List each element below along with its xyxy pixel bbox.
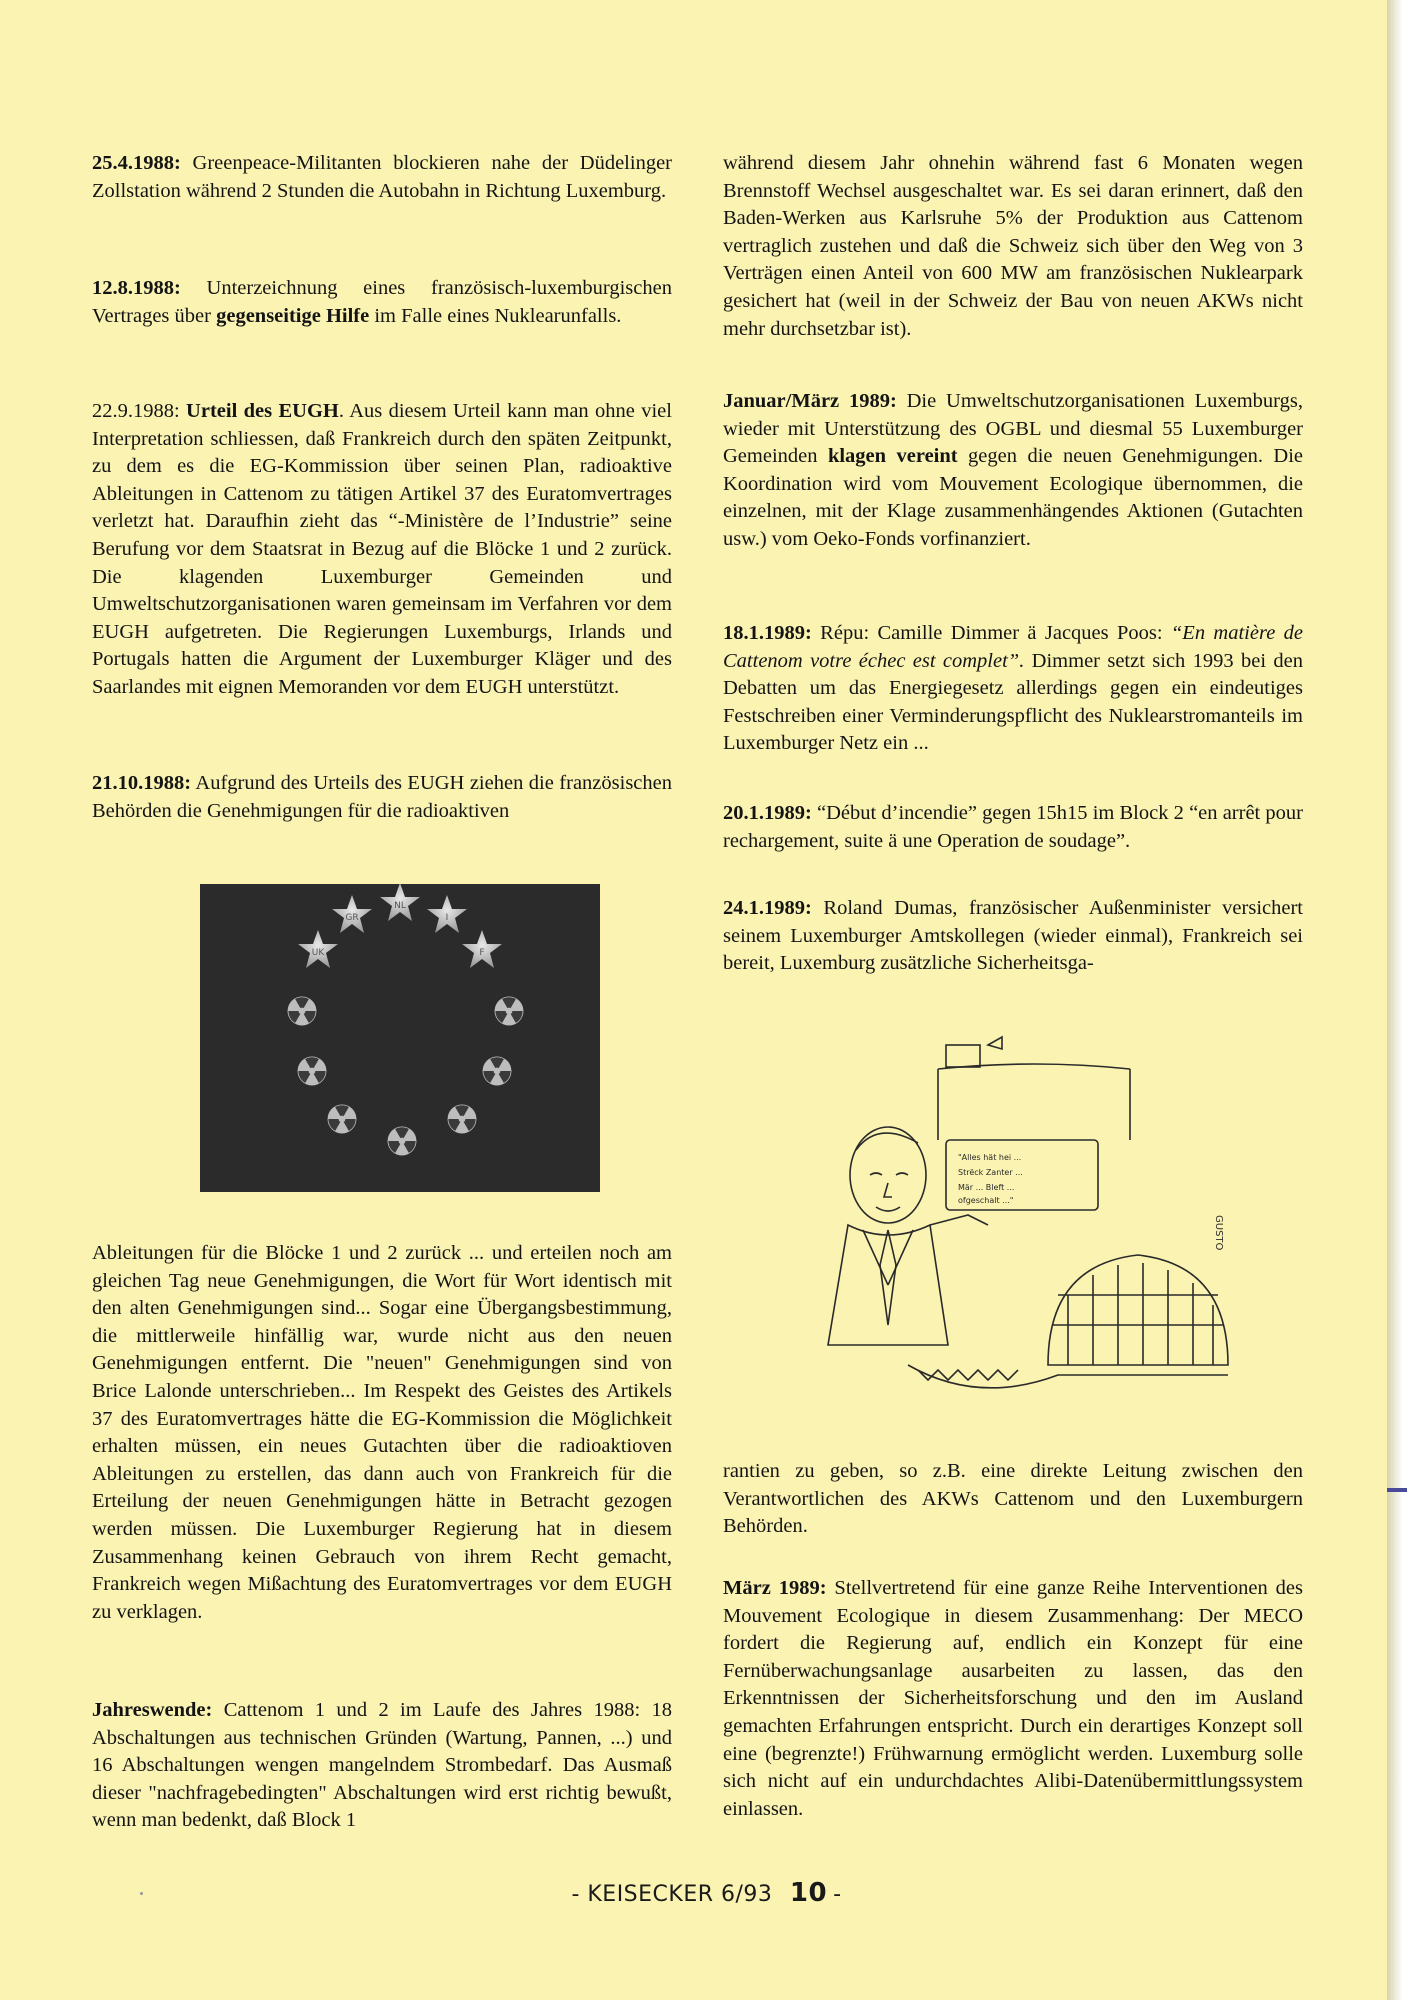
radiation-icon — [483, 1057, 512, 1086]
left-column-entry-6 — [92, 1697, 672, 1835]
chronology-entry-continued-right: während diesem Jahr ohnehin während fast 6 Monaten wegen Brennstoff Wechsel ausgeschaltet war. Es sei daran erinnert, daß den Baden-Werken aus Karlsruhe 5% der Produktion aus Cattenom vertraglich zustehen und daß die Schweiz sich über den Weg von 3 Verträgen einen Anteil von 600 MW am französischen Nuklearpark gesichert hat (weil in der Schweiz der Bau von neuen AKWs nicht mehr durchsetzbar ist). — [723, 152, 1303, 340]
chronology-entry-continued: Ableitungen für die Blöcke 1 und 2 zurück ... und erteilen noch am gleichen Tag neue Genehmigungen, die Wort für Wort identisch mit den alten Genehmigungen sind... Sogar eine Übergangsbestimmung, die mittlerweile hinfällig war, wurde nicht aus den neuen Genehmigungen entfernt. Die "neuen" Genehmigungen sind von Brice Lalonde unterschrieben... Im Respekt des Geistes des Artikels 37 des Euratomvertrages hätte die EG-Kommission die Möglichkeit erhalten müssen, ein neues Gutachten über die radioaktioven Ableitungen zu erstellen, das dann auch von Frankreich für die Erteilung der neuen Genehmigungen hätte in Betracht gezogen werden müssen. Die Luxemburger Regierung hat in diesem Zusammenhang keinen Gebrauch von ihrem Recht gemacht, Frankreich wegen Mißachtung des Euratomvertrages vor dem EUGH zu verklagen. — [92, 1242, 672, 1623]
chronology-entry-1989-03: März 1989: Stellvertretend für eine ganze Reihe Interventionen des Mouvement Ecologique in diesem Zusammenhang: Der MECO fordert die Regierung auf, endlich ein Konzept für eine Fernüberwachungsanlage ausarbeiten zu lassen, das den Erkenntnissen der Sicherheitsforschung und den im Ausland gemachten Erfahrungen entspricht. Durch ein derartiges Konzept soll eine (begrenzte!) Frühwarnung ermöglicht werden. Luxemburg solle sich nicht auf ein undurchdachtes Alibi-Datenübermittlungssystem einlassen. — [723, 1577, 1304, 1820]
chronology-entry-1988-08-12: 12.8.1988: Unterzeichnung eines französisch-luxemburgischen Vertrages über gegenseitige Hilfe im Falle eines Nuklearunfalls. — [92, 277, 672, 327]
right-column-entry-3 — [723, 620, 1303, 758]
tie — [880, 1230, 896, 1325]
radiation-icon — [388, 1127, 417, 1156]
right-column-entry-6 — [723, 1458, 1303, 1541]
chronology-entry-1989-01-24-continued: rantien zu geben, so z.B. eine direkte Leitung zwischen den Verantwortlichen des AKWs Cattenom und den Luxemburgern Behörden. — [723, 1460, 1303, 1538]
cartoon-speech-line-1: "Alles hät hei ... — [958, 1153, 1022, 1162]
radiation-icon — [288, 997, 317, 1026]
chronology-entry-1988-04-25: 25.4.1988: Greenpeace-Militanten blockieren nahe der Düdelinger Zollstation während 2 Stunden die Autobahn in Richtung Luxemburg. — [92, 152, 672, 202]
right-column-entry-2 — [723, 388, 1303, 554]
radiation-icon — [328, 1105, 357, 1134]
right-column-entry-7 — [723, 1575, 1303, 1823]
page-footer — [0, 1878, 1413, 1908]
cartoon-speech-line-3: Mär ... Bleft ... — [958, 1183, 1015, 1192]
page-number: 10 — [789, 1878, 828, 1908]
cartoon-drawing — [818, 1025, 1238, 1415]
chronology-entry-1988-10-21: 21.10.1988: Aufgrund des Urteils des EUGH ziehen die französischen Behörden die Genehmigungen für die radioaktiven — [92, 772, 672, 822]
cartoonist-signature: GUSTO — [1213, 1215, 1224, 1251]
page-edge-shadow — [1387, 0, 1413, 2000]
left-column-entry-3 — [92, 398, 672, 702]
cartoon-speech-line-2: Strëck Zanter ... — [958, 1168, 1023, 1177]
left-column-top — [92, 150, 672, 205]
footer-dash: - — [833, 1882, 842, 1907]
right-column-entry-4 — [723, 800, 1303, 855]
star-letter-3: I — [445, 913, 449, 923]
left-column-entry-4 — [92, 770, 672, 825]
radiation-icon — [448, 1105, 477, 1134]
edge-mark — [1387, 1488, 1407, 1492]
star-letter-1: GR — [345, 913, 359, 923]
chronology-entry-1989-01-20: 20.1.1989: “Début d’incendie” gegen 15h15 im Block 2 “en arrêt pour rechargement, suite ä une Operation de soudage”. — [723, 802, 1303, 852]
cartoon-illustration — [818, 1025, 1238, 1415]
right-column-entry-1 — [723, 150, 1303, 343]
chronology-entry-1989-01-24: 24.1.1989: Roland Dumas, französischer Außenminister versichert seinem Luxemburger Amtskollegen (wieder einmal), Frankreich sei bereit, Luxemburg zusätzliche Sicherheitsga- — [723, 897, 1303, 975]
chronology-entry-1989-jan-mar: Januar/März 1989: Die Umweltschutzorganisationen Luxemburgs, wieder mit Unterstützung des OGBL und diesmal 55 Luxemburger Gemeinden klagen vereint gegen die neuen Genehmigungen. Die Koordination wird vom Mouvement Ecologique übernommen, die einzelnen, mit der Klage zusammenhängendes Aktionen (Gutachten usw.) vom Oeko-Fonds vorfinanziert. — [723, 390, 1304, 550]
euro-nuclear-flag-graphic — [200, 884, 600, 1192]
radiation-icon — [495, 997, 524, 1026]
euro-nuclear-flag-image — [200, 884, 600, 1192]
chronology-entry-jahreswende: Jahreswende: Cattenom 1 und 2 im Laufe des Jahres 1988: 18 Abschaltungen aus technischen Gründen (Wartung, Pannen, ...) und 16 Abschaltungen wengen mangelndem Strombedarf. Das Ausmaß dieser "nachfragebedingten" Abschaltungen wird erst richtig bewußt, wenn man bedenkt, daß Block 1 — [92, 1699, 672, 1832]
radiation-icon — [298, 1057, 327, 1086]
right-column-entry-5 — [723, 895, 1303, 978]
publication-name: - KEISECKER 6/93 — [571, 1882, 773, 1907]
left-column-entry-5 — [92, 1240, 672, 1626]
chronology-entry-1988-09-22: 22.9.1988: Urteil des EUGH. Aus diesem Urteil kann man ohne viel Interpretation schliessen, daß Frankreich durch den späten Zeitpunkt, zu dem es die EG-Kommission über seinen Plan, radioaktive Ableitungen in Cattenom zu tätigen Artikel 37 des Euratomvertrages verletzt hat. Daraufhin zieht das “-Ministère de l’Industrie” seine Berufung vor dem Staatsrat in Bezug auf die Blöcke 1 und 2 zurück. Die klagenden Luxemburger Gemeinden und Umweltschutzorganisationen waren gemeinsam im Verfahren vor dem EUGH aufgetreten. Die Regierungen Luxemburgs, Irlands und Portugals hatten die Argument der Luxemburger Kläger und des Saarlandes mit eignen Memoranden vor dem EUGH unterstützt. — [92, 400, 672, 698]
reactor-dome — [1048, 1255, 1228, 1365]
left-column-entry-2 — [92, 275, 672, 330]
star-letter-5: UK — [311, 948, 325, 958]
chronology-entry-1989-01-18: 18.1.1989: Répu: Camille Dimmer ä Jacques Poos: “En matière de Cattenom votre échec est complet”. Dimmer setzt sich 1993 bei den Debatten um das Energiegesetz allerdings gegen ein eindeutiges Festschreiben einer Verminderungspflicht des Nuklearstromanteils im Luxemburger Netz ein ... — [723, 622, 1303, 755]
star-letter-4: F — [479, 948, 485, 958]
star-letter-2: NL — [394, 901, 406, 911]
cartoon-speech-line-4: ofgeschalt ..." — [958, 1196, 1014, 1205]
camera-on-tower — [946, 1045, 980, 1067]
